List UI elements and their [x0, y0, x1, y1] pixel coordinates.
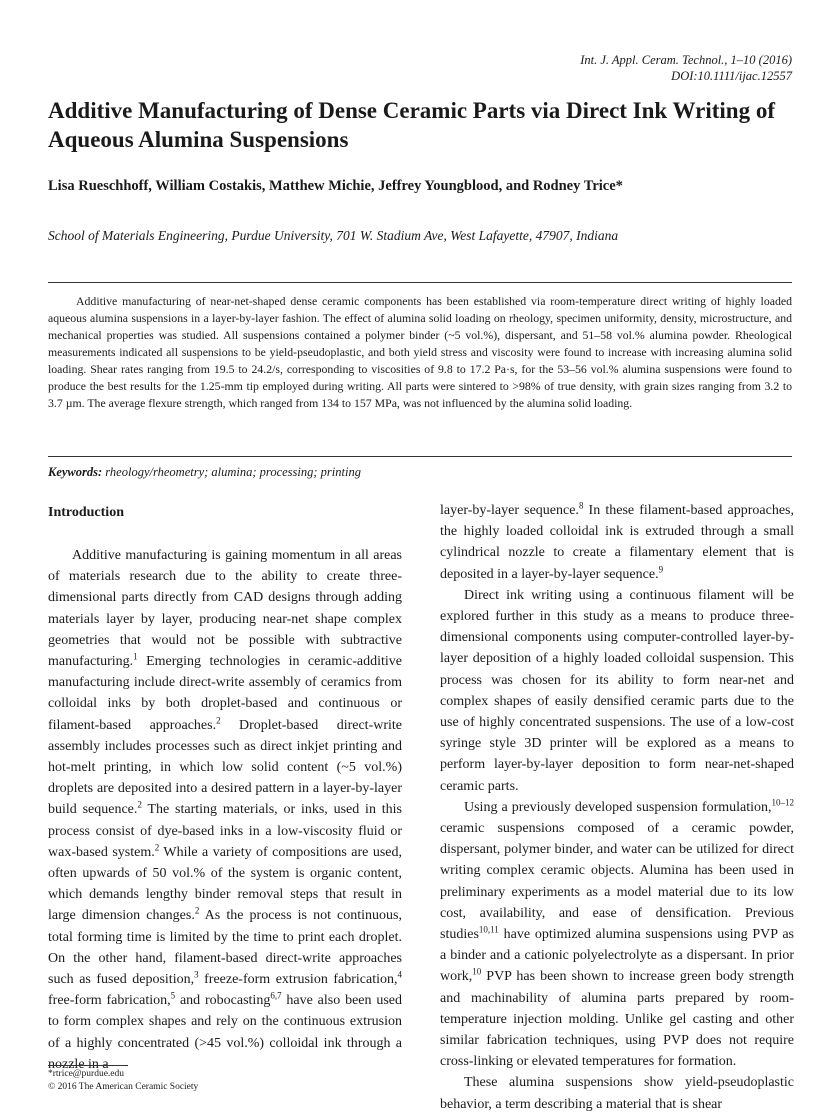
journal-citation: Int. J. Appl. Ceram. Technol., 1–10 (2016) — [580, 53, 792, 67]
section-heading-introduction: Introduction — [48, 505, 124, 520]
intro-paragraph-3: Using a previously developed suspension formulation,$^{10-12}$ ceramic suspensions composed of a ceramic powder, dispersant, polymer binder, and water can be utilized for direct writing complex ceramic objects. Alumina has been used in preliminary experiments as a model material due to its low cost, availability, and ease of densification. Previous studies$^{10,11}$ have optimized alumina suspensions using PVP as a binder and a cationic polyelectrolyte as a dispersant. In prior work,$^{10}$ PVP has been shown to increase green body strength and machinability of alumina parts prepared by room-temperature injection molding. Unlike gel casting and other similar fabrication techniques, using PVP does not require cross-linking or elevated temperatures for formation. — [440, 797, 794, 1070]
copyright-notice: © 2016 The American Ceramic Society — [48, 1082, 199, 1092]
citation-ref[interactable]: 9 — [658, 563, 664, 574]
author-list: Lisa Rueschhoff, William Costakis, Matthew Michie, Jeffrey Youngblood, and Rodney Trice* — [48, 178, 623, 194]
affiliation: School of Materials Engineering, Purdue University, 701 W. Stadium Ave, West Lafayette, 47907, Indiana — [48, 228, 619, 243]
citation-ref[interactable]: 10,11 — [478, 924, 499, 935]
citation-ref[interactable]: 1 — [133, 651, 138, 662]
citation-ref[interactable]: 10–12 — [771, 797, 794, 808]
citation-ref[interactable]: 5 — [170, 990, 176, 1001]
citation-ref[interactable]: 2 — [194, 905, 200, 916]
citation-ref[interactable]: 3 — [194, 969, 199, 980]
keywords-text: rheology/rheometry; alumina; processing; printing — [105, 465, 361, 479]
keywords-label: Keywords: — [48, 465, 103, 479]
citation-ref[interactable]: 8 — [578, 500, 584, 511]
journal-header — [392, 52, 792, 84]
citation-ref[interactable]: 2 — [154, 842, 160, 853]
abstract-top-rule — [48, 282, 792, 283]
footnotes — [48, 1068, 408, 1094]
doi: DOI:10.1111/ijac.12557 — [671, 69, 792, 83]
citation-ref[interactable]: 10 — [472, 966, 482, 977]
citation-ref[interactable]: 4 — [397, 969, 402, 980]
intro-paragraph-2: Direct ink writing using a continuous filament will be explored further in this study as a means to produce three-dimensional components using computer-controlled layer-by-layer deposition of a highly loaded colloidal suspension. This process was chosen for its ability to form near-net and complex shapes of easily densified ceramic parts due to the use of highly concentrated suspensions. The use of a low-cost syringe style 3D printer will be explored as a means to perform layer-by-layer deposition to form near-net-shaped ceramic parts. — [440, 587, 794, 794]
paper-title: Additive Manufacturing of Dense Ceramic Parts via Direct Ink Writing of Aqueous Alumina Suspensions — [48, 98, 775, 152]
abstract-bottom-rule — [48, 456, 792, 457]
footnote-rule — [48, 1065, 128, 1066]
abstract: Additive manufacturing of near-net-shaped dense ceramic components has been established via room-temperature direct writing of highly loaded aqueous alumina suspensions in a layer-by-layer fashion. The effect of alumina solid loading on rheology, specimen uniformity, density, microstructure, and mechanical properties was studied. All suspensions contained a polymer binder (~5 vol.%), dispersant, and 51–58 vol.% alumina powder. Rheological measurements indicated all suspensions to be yield-pseudoplastic, and both yield stress and viscosity were found to increase with increasing alumina solid loading. Shear rates ranging from 19.5 to 24.2/s, corresponding to viscosities of 9.8 to 17.2 Pa·s, for the 53–56 vol.% alumina suspensions were found to produce the best results for the 1.25-mm tip employed during writing. All parts were sintered to >98% of true density, with grain sizes ranging from 3.2 to 3.7 µm. The average flexure strength, which ranged from 134 to 157 MPa, was not influenced by the alumina solid loading. — [48, 294, 792, 410]
intro-paragraph-4: These alumina suspensions show yield-pseudoplastic behavior, a term describing a material that is shear — [440, 1075, 794, 1112]
right-column — [440, 500, 794, 1115]
citation-ref[interactable]: 2 — [216, 714, 221, 725]
intro-paragraph-1: Additive manufacturing is gaining momentum in all areas of materials research due to the ability to create three-dimensional parts directly from CAD designs through adding materials layer by layer, producing near-net shape complex geometries that would not be possible with subtractive manufacturing.$^1$ Emerging technologies in ceramic-additive manufacturing include direct-write assembly of ceramics from colloidal inks by both droplet-based and continuous or filament-based approaches.$^2$ Droplet-based direct-write assembly includes processes such as direct inkjet printing and hot-melt printing, in which low solid content (~5 vol.%) droplets are deposited into a desired pattern in a layer-by-layer build sequence.$^2$ The starting materials, or inks, used in this process consist of dye-based inks in a low-viscosity fluid or wax-based system.$^2$ While a variety of compositions are used, often upwards of 50 vol.% of the system is organic content, which demands lengthy binder removal steps that result in large dimension changes.$^2$ As the process is not continuous, total forming time is limited by the time to print each droplet. On the other hand, filament-based direct-write approaches such as fused deposition,$^3$ freeze-form extrusion fabrication,$^4$ free-form fabrication,$^5$ and robocasting$^{6,7}$ have also been used to form complex shapes and rely on the continuous extrusion of a highly concentrated (>45 vol.%) colloidal ink through a nozzle in a — [48, 548, 403, 1072]
intro-paragraph-continued: layer-by-layer sequence.$^8$ In these filament-based approaches, the highly loaded colloidal ink is extruded through a small cylindrical nozzle to create a filamentary element that is deposited in a layer-by-layer sequence.$^9$ — [440, 500, 794, 582]
citation-ref[interactable]: 6,7 — [270, 990, 282, 1001]
keywords — [48, 465, 792, 480]
citation-ref[interactable]: 2 — [137, 799, 142, 810]
corresponding-email: *rtrice@purdue.edu — [48, 1069, 125, 1079]
left-column — [48, 500, 402, 1075]
